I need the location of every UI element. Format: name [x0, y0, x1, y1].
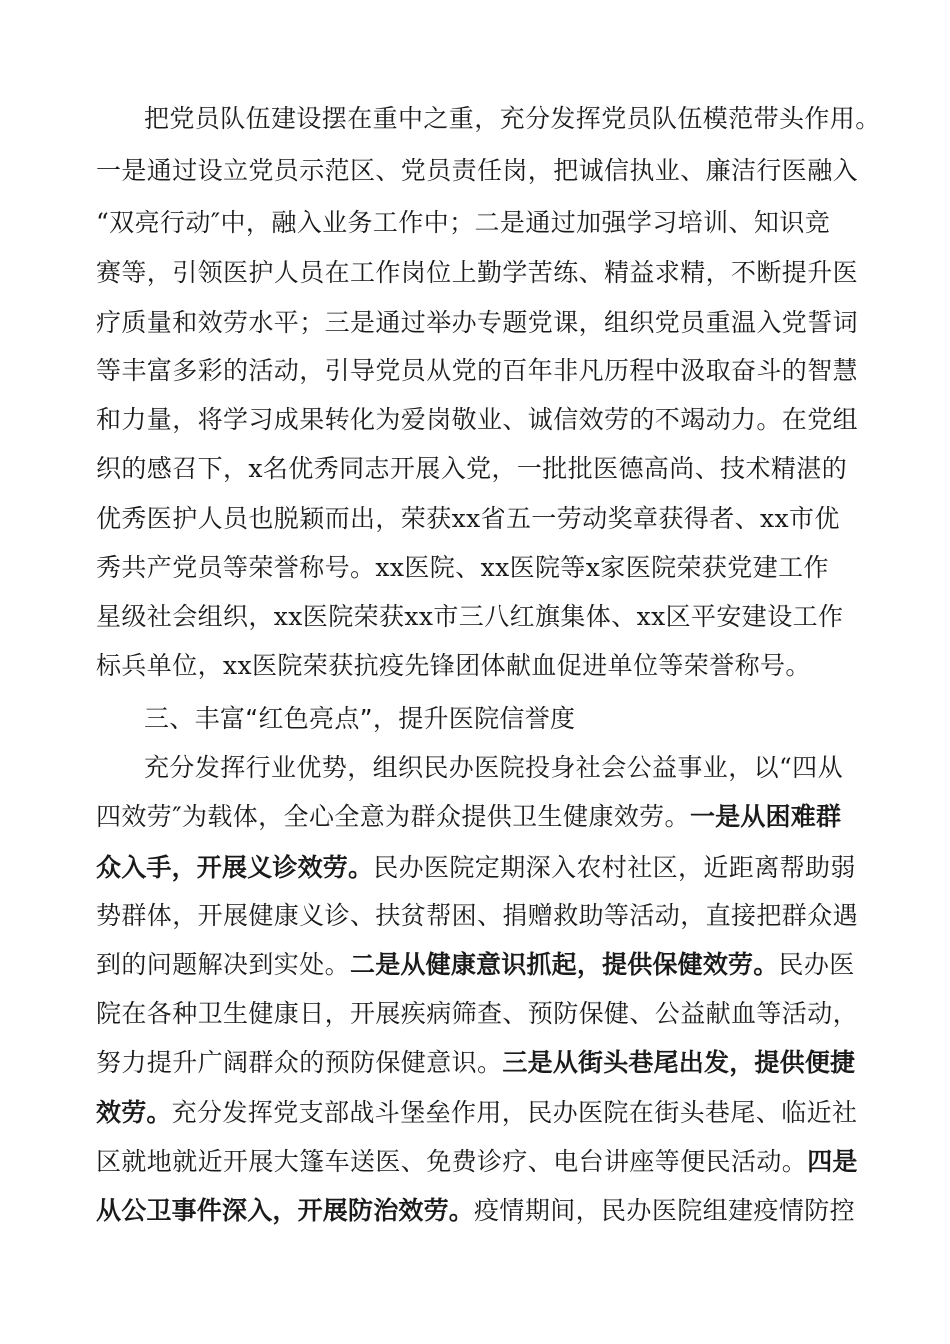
text-span: 赛等，引领医护人员在工作岗位上勤学苦练、精益求精，不断提升医	[96, 258, 859, 287]
text-line	[96, 306, 858, 340]
text-span: 疫情期间，民办医院组建疫情防控	[474, 1196, 856, 1225]
heading-text: 三、丰富“红色亮点”，提升医院信誉度	[144, 704, 576, 733]
text-line	[96, 600, 843, 634]
text-span: 优秀医护人员也脱颖而出，荣获xx省五一劳动奖章获得者、xx市优	[96, 504, 840, 533]
bold-span: 一是从困难群	[689, 802, 842, 831]
bold-span: 众入手，开展义诊效劳。	[96, 853, 374, 882]
text-span: 四效劳″为载体，全心全意为群众提供卫生健康效劳。	[96, 802, 690, 831]
text-span: 努力提升广阔群众的预防保健意识。	[96, 1048, 503, 1077]
text-span: 充分发挥党支部战斗堡垒作用，民办医院在街头巷尾、临近社	[171, 1098, 858, 1127]
text-line	[96, 551, 829, 585]
text-line	[96, 800, 841, 834]
text-span: 一是通过设立党员示范区、党员责任岗，把诚信执业、廉洁行医融入	[96, 156, 859, 185]
text-line	[96, 649, 811, 683]
text-line	[96, 354, 858, 388]
text-line	[144, 102, 881, 136]
bold-span: 效劳。	[96, 1098, 172, 1127]
text-span: 星级社会组织，xx医院荣获xx市三八红旗集体、xx区平安建设工作	[96, 602, 844, 631]
text-span: 标兵单位，xx医院荣获抗疫先锋团体献血促进单位等荣誉称号。	[96, 651, 811, 680]
text-line	[96, 1096, 857, 1130]
text-span: 疗质量和效劳水平；三是通过举办专题党课，组织党员重温入党誓词	[96, 308, 859, 337]
text-span: “双亮行动″中，融入业务工作中；二是通过加强学习培训、知识竞	[96, 208, 831, 237]
text-line	[96, 256, 858, 290]
text-line	[96, 403, 858, 437]
text-line	[96, 502, 840, 536]
text-line	[96, 899, 858, 933]
text-line	[96, 206, 830, 240]
text-line	[96, 1194, 855, 1228]
bold-span: 从公卫事件深入，开展防治效劳。	[96, 1196, 475, 1225]
text-span: 把党员队伍建设摆在重中之重，充分发挥党员队伍模范带头作用。	[144, 104, 881, 133]
text-span: 充分发挥行业优势，组织民办医院投身社会公益事业，以“四从	[144, 753, 843, 782]
text-span: 势群体，开展健康义诊、扶贫帮困、捐赠救助等活动，直接把群众遇	[96, 901, 859, 930]
text-line	[96, 452, 847, 486]
text-span: 等丰富多彩的活动，引导党员从党的百年非凡历程中汲取奋斗的智慧	[96, 356, 859, 385]
section-heading	[144, 702, 575, 736]
text-line	[96, 154, 858, 188]
text-line	[96, 1046, 855, 1080]
text-span: 民办医	[778, 950, 855, 979]
text-span: 院在各种卫生健康日，开展疾病筛查、预防保健、公益献血等活动，	[96, 999, 859, 1028]
text-line	[96, 948, 855, 982]
text-line	[144, 751, 843, 785]
text-line	[96, 1145, 858, 1179]
text-span: 和力量，将学习成果转化为爱岗敬业、诚信效劳的不竭动力。在党组	[96, 405, 859, 434]
bold-span: 四是	[807, 1147, 858, 1176]
text-line	[96, 997, 858, 1031]
text-line	[96, 851, 856, 885]
text-span: 织的感召下，x名优秀同志开展入党，一批批医德高尚、技术精湛的	[96, 454, 848, 483]
text-span: 区就地就近开展大篷车送医、免费诊疗、电台讲座等便民活动。	[96, 1147, 808, 1176]
text-span: 民办医院定期深入农村社区，近距离帮助弱	[373, 853, 856, 882]
text-span: 秀共产党员等荣誉称号。xx医院、xx医院等x家医院荣获党建工作	[96, 553, 829, 582]
bold-span: 三是从街头巷尾出发，提供便捷	[502, 1048, 856, 1077]
text-span: 到的问题解决到实处。	[96, 950, 351, 979]
bold-span: 二是从健康意识抓起，提供保健效劳。	[350, 950, 779, 979]
